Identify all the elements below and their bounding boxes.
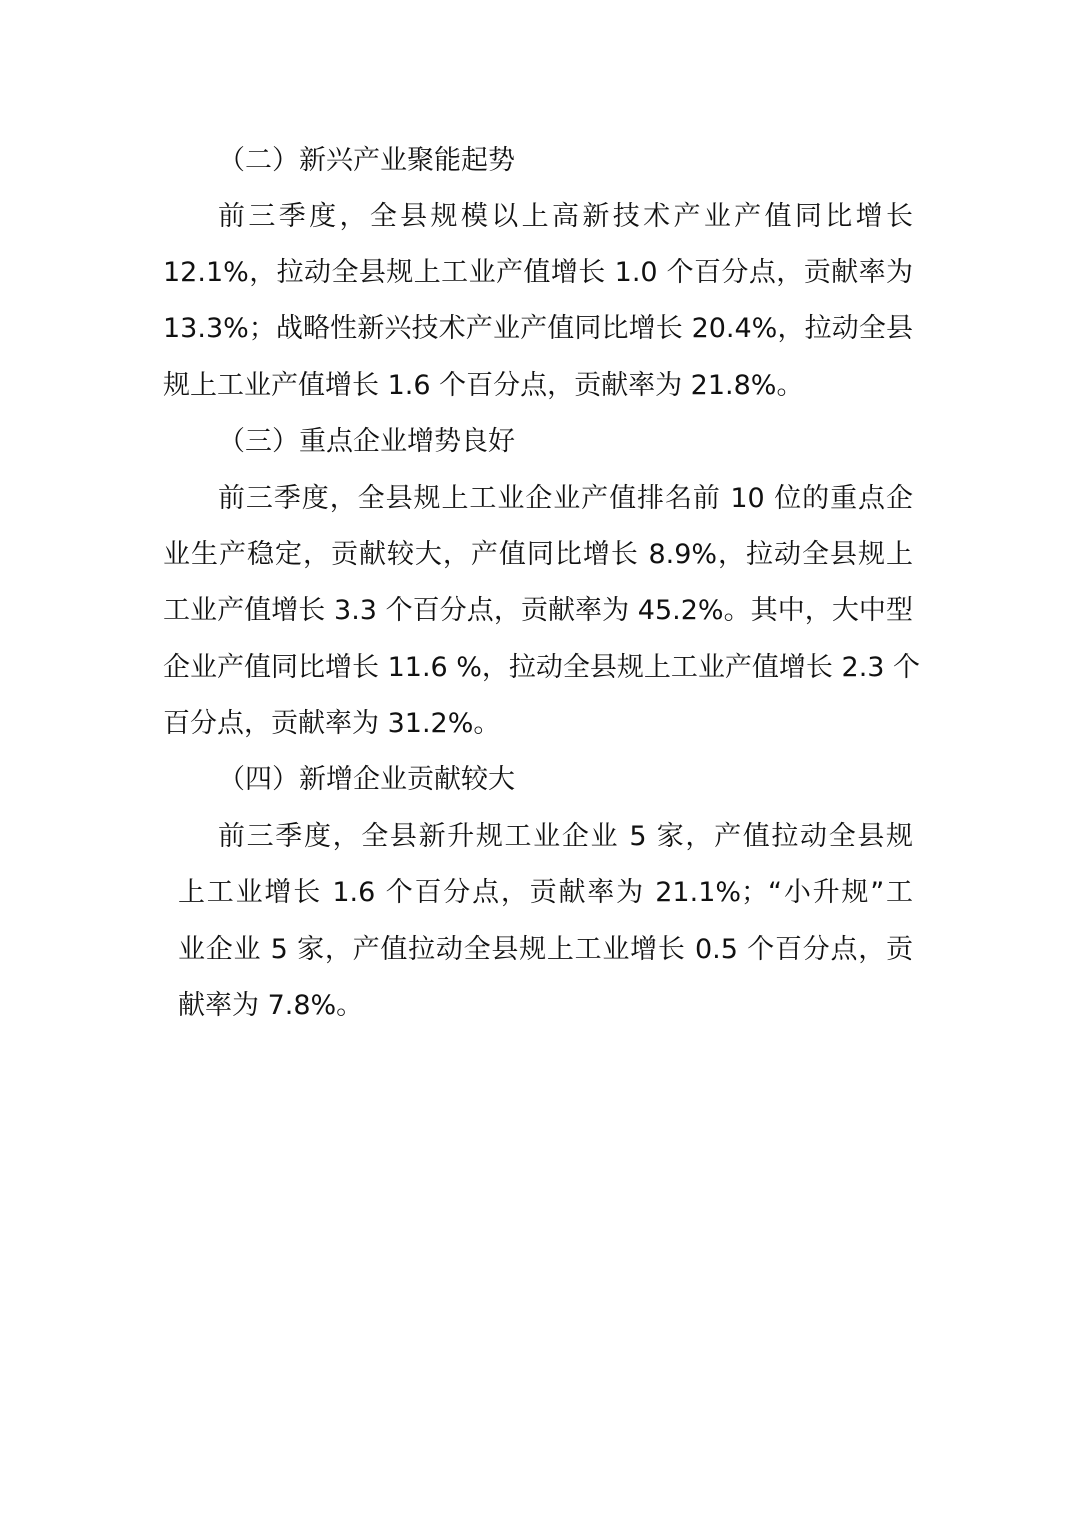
- paragraph-line: 上工业增长 1.6 个百分点，贡献率为 21.1%；“小升规”工: [178, 877, 913, 908]
- paragraph-line: 规上工业产值增长 1.6 个百分点，贡献率为 21.8%。: [163, 370, 804, 401]
- section-heading-4: （四）新增企业贡献较大: [218, 764, 515, 795]
- section-heading-2: （二）新兴产业聚能起势: [218, 145, 515, 176]
- paragraph-line: 12.1%，拉动全县规上工业产值增长 1.0 个百分点，贡献率为: [163, 257, 913, 288]
- section-heading-3: （三）重点企业增势良好: [218, 426, 515, 457]
- paragraph-line: 工业产值增长 3.3 个百分点，贡献率为 45.2%。其中，大中型: [163, 595, 913, 626]
- paragraph-line: 前三季度，全县新升规工业企业 5 家，产值拉动全县规: [218, 821, 913, 852]
- paragraph-line: 企业产值同比增长 11.6 %，拉动全县规上工业产值增长 2.3 个: [163, 652, 921, 683]
- paragraph-line: 前三季度，全县规模以上高新技术产业产值同比增长: [218, 201, 913, 232]
- paragraph-line: 前三季度，全县规上工业企业产值排名前 10 位的重点企: [218, 483, 913, 514]
- paragraph-line: 献率为 7.8%。: [178, 990, 364, 1021]
- paragraph-line: 业企业 5 家，产值拉动全县规上工业增长 0.5 个百分点，贡: [178, 934, 913, 965]
- paragraph-line: 13.3%；战略性新兴技术产业产值同比增长 20.4%，拉动全县: [163, 313, 913, 344]
- paragraph-line: 业生产稳定，贡献较大，产值同比增长 8.9%，拉动全县规上: [163, 539, 913, 570]
- paragraph-line: 百分点，贡献率为 31.2%。: [163, 708, 501, 739]
